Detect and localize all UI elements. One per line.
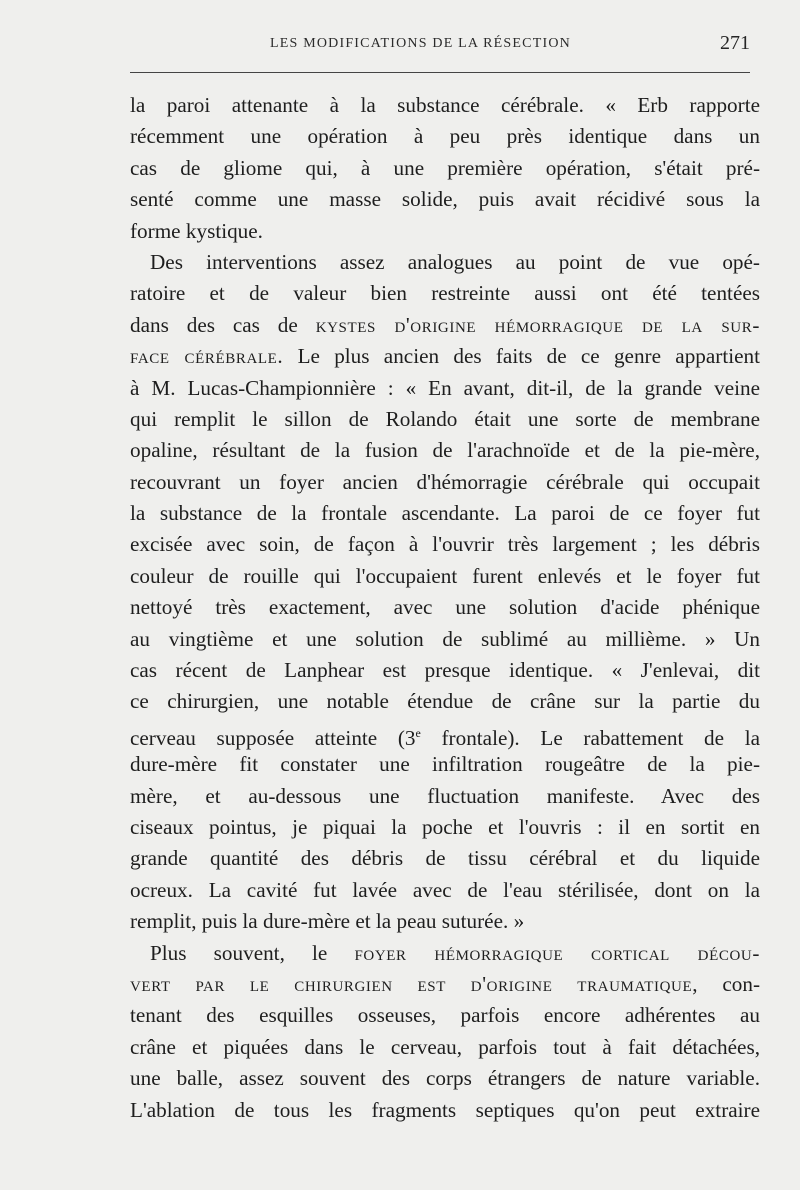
text-line: senté comme une masse solide, puis avait récidivé sous la bbox=[130, 187, 760, 212]
text-line: mère, et au-dessous une fluctuation manifeste. Avec des bbox=[130, 783, 760, 808]
text-line: ratoire et de valeur bien restreinte aussi ont été tentées bbox=[130, 281, 760, 306]
text-line: excisée avec soin, de façon à l'ouvrir très largement ; les débris bbox=[130, 532, 760, 557]
text-line: qui remplit le sillon de Rolando était une sorte de membrane bbox=[130, 406, 760, 431]
text-line: cas récent de Lanphear est presque identique. « J'enlevai, dit bbox=[130, 658, 760, 683]
small-caps-text: vert par le chirurgien est d'origine traumatique, bbox=[130, 971, 699, 996]
text-line: couleur de rouille qui l'occupaient furent enlevés et le foyer fut bbox=[130, 563, 760, 588]
running-title: LES MODIFICATIONS DE LA RÉSECTION bbox=[270, 36, 571, 51]
text-line: tenant des esquilles osseuses, parfois encore adhérentes au bbox=[130, 1003, 760, 1028]
text-line: à M. Lucas-Championnière : « En avant, dit-il, de la grande veine bbox=[130, 375, 760, 400]
text-line: la paroi attenante à la substance cérébrale. « Erb rapporte bbox=[130, 93, 760, 117]
plain-text: Plus souvent, le bbox=[150, 940, 328, 965]
small-caps-text: kystes d'origine hémorragique de la sur- bbox=[315, 312, 760, 337]
text-line: la substance de la frontale ascendante. La paroi de ce foyer fut bbox=[130, 501, 760, 526]
page-number: 271 bbox=[720, 32, 750, 54]
plain-text: frontale). Le rabattement de la bbox=[420, 725, 760, 750]
text-line: Des interventions assez analogues au point de vue opé- bbox=[150, 249, 760, 274]
text-line: grande quantité des débris de tissu cérébral et du liquide bbox=[130, 846, 760, 871]
text-line: récemment une opération à peu près identique dans un bbox=[130, 124, 760, 149]
small-caps-text: foyer hémorragique cortical décou- bbox=[354, 940, 761, 965]
plain-text: dans des cas de bbox=[130, 312, 298, 337]
text-line: au vingtième et une solution de sublimé au millième. » Un bbox=[130, 626, 760, 651]
text-line bbox=[130, 341, 760, 372]
text-line: opaline, résultant de la fusion de l'arachnoïde et de la pie-mère, bbox=[130, 438, 760, 463]
text-line: cas de gliome qui, à une première opération, s'était pré- bbox=[130, 155, 760, 180]
text-line bbox=[130, 938, 760, 969]
header-rule bbox=[130, 72, 750, 73]
text-line: ocreux. La cavité fut lavée avec de l'eau stérilisée, dont on la bbox=[130, 877, 760, 902]
text-line: forme kystique. bbox=[130, 218, 263, 243]
text-line bbox=[130, 969, 760, 1000]
plain-text: Le plus ancien des faits de ce genre appartient bbox=[283, 344, 760, 369]
superscript-ordinal: e bbox=[415, 725, 421, 740]
small-caps-text: face cérébrale. bbox=[130, 344, 284, 369]
text-line: ce chirurgien, une notable étendue de crâne sur la partie du bbox=[130, 689, 760, 714]
text-line: remplit, puis la dure-mère et la peau suturée. » bbox=[130, 909, 525, 934]
plain-text: cerveau supposée atteinte (3 bbox=[130, 725, 416, 750]
text-line: recouvrant un foyer ancien d'hémorragie cérébrale qui occupait bbox=[130, 469, 760, 494]
text-line: une balle, assez souvent des corps étrangers de nature variable. bbox=[130, 1066, 760, 1091]
text-line bbox=[130, 310, 760, 341]
text-line: nettoyé très exactement, avec une solution d'acide phénique bbox=[130, 595, 760, 620]
text-line: L'ablation de tous les fragments septiques qu'on peut extraire bbox=[130, 1097, 760, 1122]
text-line: dure-mère fit constater une infiltration rougeâtre de la pie- bbox=[130, 752, 760, 777]
plain-text: con- bbox=[698, 971, 760, 996]
text-line: crâne et piquées dans le cerveau, parfois tout à fait détachées, bbox=[130, 1034, 760, 1059]
text-line: ciseaux pointus, je piquai la poche et l'ouvris : il en sortit en bbox=[130, 814, 760, 839]
running-head bbox=[130, 30, 750, 62]
body-text bbox=[130, 90, 760, 1126]
text-line bbox=[130, 718, 760, 749]
